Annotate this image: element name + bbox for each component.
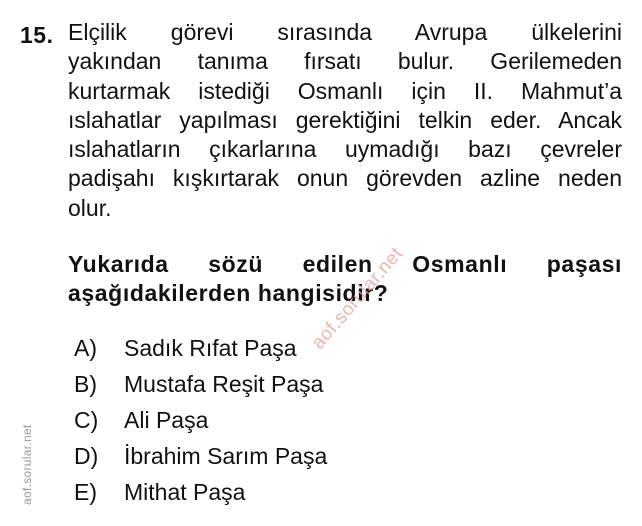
stem-line: Yukarıda sözü edilen Osmanlı paşası	[68, 251, 622, 277]
option-text: Mustafa Reşit Paşa	[124, 370, 324, 397]
option-c[interactable]	[74, 402, 327, 438]
passage-line: ıslahatların çıkarlarına uymadığı bazı çevreler	[68, 136, 622, 163]
option-letter: C)	[74, 406, 99, 433]
answer-options	[74, 330, 327, 510]
stem-line: aşağıdakilerden hangisidir?	[68, 279, 389, 306]
option-text: Mithat Paşa	[124, 478, 246, 505]
diagonal-watermark: aof.sorular.net	[307, 243, 408, 354]
option-a[interactable]	[74, 330, 327, 366]
option-d[interactable]	[74, 438, 327, 474]
option-text: Sadık Rıfat Paşa	[124, 334, 297, 361]
question-passage	[68, 18, 622, 223]
passage-line: ıslahatlar yapılması gerektiğini telkin eder. Ancak	[68, 106, 622, 133]
option-text: İbrahim Sarım Paşa	[124, 442, 328, 469]
option-text: Ali Paşa	[124, 406, 209, 433]
option-letter: D)	[74, 442, 99, 469]
passage-line: kurtarmak istediği Osmanlı için II. Mahmut’a	[68, 77, 622, 104]
passage-line: yakından tanıma fırsatı bulur. Gerilemeden	[68, 48, 622, 75]
option-letter: A)	[74, 334, 97, 361]
passage-line: Elçilik görevi sırasında Avrupa ülkelerini	[68, 19, 622, 45]
option-letter: B)	[74, 370, 97, 397]
option-letter: E)	[74, 478, 97, 505]
option-b[interactable]	[74, 366, 327, 402]
side-watermark: aof.sorular.net	[20, 424, 34, 505]
passage-line: padişahı kışkırtarak onun görevden azline neden	[68, 165, 622, 192]
passage-line: olur.	[68, 194, 112, 221]
option-e[interactable]	[74, 474, 327, 510]
question-number: 15.	[20, 22, 54, 48]
